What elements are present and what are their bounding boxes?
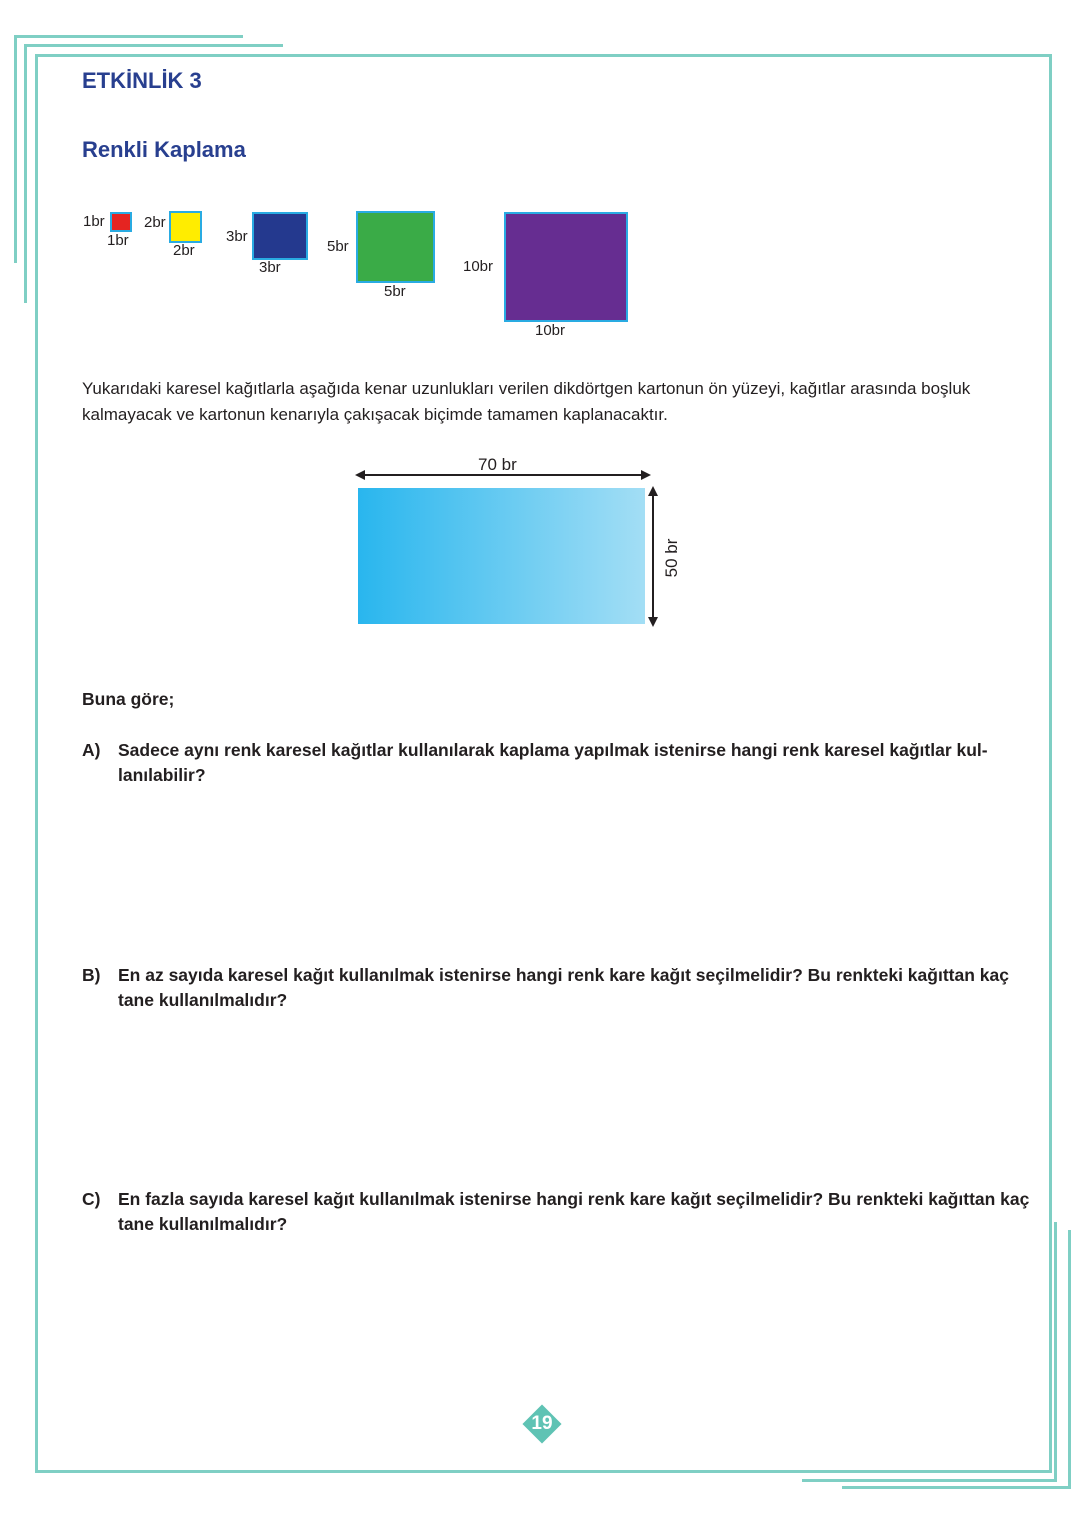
- question-b: [82, 963, 1032, 1013]
- square-green: [356, 211, 435, 283]
- instruction-text: Yukarıdaki karesel kağıtlarla aşağıda kenar uzunlukları verilen dikdörtgen kartonun ön yüzeyi, kağıtlar arasında boşluk kalmayacak ve kartonun kenarıyla çakışacak biçimde tamamen kaplanacaktır.: [82, 379, 971, 424]
- question-a-text: Sadece aynı renk karesel kağıtlar kullanılarak kaplama yapılmak istenirse hangi renk karesel kağıtlar kul-lanılabilir?: [118, 740, 988, 785]
- square-5-left-label: 5br: [327, 238, 349, 255]
- lead-in-text: Buna göre;: [82, 689, 175, 709]
- cardboard-rectangle: [358, 488, 645, 624]
- rectangle-height-label: 50 br: [662, 538, 681, 578]
- square-purple: [504, 212, 628, 322]
- question-a-letter: A): [82, 740, 101, 760]
- square-10-left-label: 10br: [463, 258, 494, 275]
- square-1-left-label: 1br: [83, 213, 105, 230]
- square-navy: [252, 212, 308, 260]
- activity-subtitle: Renkli Kaplama: [82, 137, 246, 162]
- frame-corner-line-bottom-2: [842, 1230, 1071, 1489]
- square-red: [110, 212, 132, 232]
- page-number: 19: [531, 1413, 553, 1434]
- square-yellow: [169, 211, 202, 243]
- question-a: [82, 738, 1032, 788]
- question-b-text: En az sayıda karesel kağıt kullanılmak istenirse hangi renk kare kağıt seçilmelidir? Bu renkteki kağıttan kaç tane kullanılmalıdır?: [118, 965, 1009, 1010]
- width-arrow: [355, 466, 651, 484]
- question-c: [82, 1187, 1032, 1237]
- square-3-bottom-label: 3br: [259, 259, 281, 276]
- rectangle-width-label: 70 br: [478, 455, 517, 474]
- question-b-letter: B): [82, 965, 101, 985]
- page-number-badge: [520, 1402, 564, 1446]
- square-1-bottom-label: 1br: [107, 232, 129, 249]
- height-arrow: [645, 486, 661, 627]
- square-3-left-label: 3br: [226, 228, 248, 245]
- square-5-bottom-label: 5br: [384, 283, 406, 300]
- activity-title: ETKİNLİK 3: [82, 68, 202, 93]
- square-2-left-label: 2br: [144, 214, 166, 231]
- square-2-bottom-label: 2br: [173, 242, 195, 259]
- question-c-text: En fazla sayıda karesel kağıt kullanılmak istenirse hangi renk kare kağıt seçilmelidir? Bu renkteki kağıttan kaç tane kullanılmalıdır?: [118, 1189, 1030, 1234]
- question-c-letter: C): [82, 1189, 101, 1209]
- square-10-bottom-label: 10br: [535, 322, 566, 339]
